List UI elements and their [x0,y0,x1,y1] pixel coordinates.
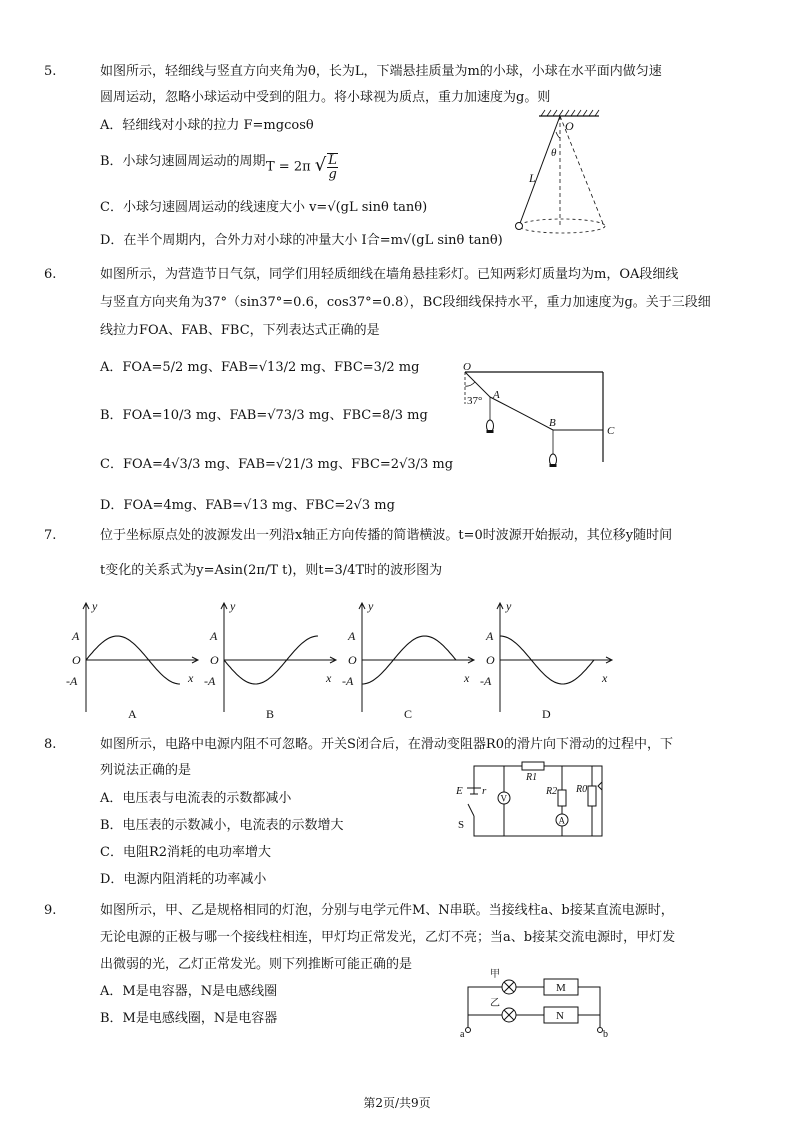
q6-option-c: C．FOA=4√3/3 mg、FAB=√21/3 mg、FBC=2√3/3 mg [100,457,454,472]
q7-y-label: y [506,599,512,613]
q7-y-label: y [368,599,374,613]
q6-lantern-figure [445,360,615,470]
q9-fig-label-b: b [603,1029,608,1040]
q7-waveform-graphs [60,600,620,725]
q7-option-label: A [128,707,137,721]
q9-stem-line1: 如图所示，甲、乙是规格相同的灯泡，分别与电学元件M、N串联。当接线柱a、b接某直流电源时， [100,903,674,918]
page-footer: 第2页/共9页 [363,1096,431,1110]
q8-fig-label-e: E [456,785,463,797]
q7-graph-c [342,599,474,721]
q8-stem-line1: 如图所示，电路中电源内阻不可忽略。开关S闭合后，在滑动变阻器R0的滑片向下滑动的过程中，下 [100,737,673,752]
q8-number: 8. [44,737,57,752]
q7-x-label: x [464,671,470,685]
q7-number: 7. [44,528,57,543]
q7-option-label: D [542,707,551,721]
q9-fig-label-m: M [556,982,566,994]
q9-stem-line2: 无论电源的正极与哪一个接线柱相连，甲灯均正常发光，乙灯不亮；当a、b接某交流电源时，甲灯发 [100,930,676,945]
q5-b-sqrt-symbol: √ [314,154,327,176]
q8-option-b: B．电压表的示数减小，电流表的示数增大 [100,818,344,833]
q7-neg-amplitude-label: -A [204,674,216,688]
q7-amplitude-label: A [210,629,218,643]
q6-number: 6. [44,267,57,282]
q8-fig-label-r2: R2 [546,786,558,797]
q7-stem-line1: 位于坐标原点处的波源发出一列沿x轴正方向传播的简谐横波。t=0时波源开始振动，其位移y随时间 [100,528,673,543]
q7-option-label: B [266,707,275,721]
q7-amplitude-label: A [348,629,356,643]
q7-origin-label: O [348,653,357,667]
q9-number: 9. [44,903,57,918]
q6-stem-line1: 如图所示，为营造节日气氛，同学们用轻质细线在墙角悬挂彩灯。已知两彩灯质量均为m，OA段细线 [100,267,679,282]
q9-option-a: A．M是电容器，N是电感线圈 [100,984,278,999]
q8-fig-voltmeter: V [500,793,507,804]
q7-x-label: x [326,671,332,685]
q5-conical-pendulum-figure [505,110,625,240]
q5-option-d: D．在半个周期内，合外力对小球的冲量大小 I合=m√(gL sinθ tanθ) [100,233,503,248]
q6-fig-label-b: B [549,417,556,429]
q7-neg-amplitude-label: -A [66,674,78,688]
q7-neg-amplitude-label: -A [342,674,354,688]
q9-option-b: B．M是电感线圈，N是电容器 [100,1011,278,1026]
q6-fig-label-a: A [493,389,500,401]
q8-option-a: A．电压表与电流表的示数都减小 [100,791,292,806]
q7-x-label: x [188,671,194,685]
q6-fig-label-c: C [607,425,615,437]
q5-number: 5. [44,64,57,79]
q9-circuit-figure [460,965,610,1045]
q7-option-label: C [404,707,413,721]
q9-fig-label-yi: 乙 [490,998,500,1009]
q5-option-c: C．小球匀速圆周运动的线速度大小 v=√(gL sinθ tanθ) [100,200,428,215]
q6-stem-line2: 与竖直方向夹角为37°（sin37°=0.6，cos37°=0.8），BC段细线保持水平，重力加速度为g。关于三段细 [100,295,711,310]
q5-b-formula-prefix: T = 2π [266,159,311,175]
q5-stem-line1: 如图所示，轻细线与竖直方向夹角为θ，长为L，下端悬挂质量为m的小球，小球在水平面内做匀速 [100,64,662,79]
q9-fig-label-a: a [460,1029,465,1040]
q7-amplitude-label: A [72,629,80,643]
q7-graph-a [66,599,198,721]
q8-option-c: C．电阻R2消耗的电功率增大 [100,845,272,860]
q5-fig-label-o: O [565,119,574,133]
q8-fig-label-r: r [482,785,487,797]
q6-fig-label-o: O [463,361,471,373]
q5-option-b-text: B．小球匀速圆周运动的周期 [100,154,266,169]
q8-fig-label-r1: R1 [526,772,538,783]
q8-circuit-figure [452,760,612,842]
q7-y-label: y [230,599,236,613]
q8-fig-label-s: S [458,819,465,831]
q8-option-d: D．电源内阻消耗的功率减小 [100,872,267,887]
q6-option-a: A．FOA=5/2 mg、FAB=√13/2 mg、FBC=3/2 mg [100,360,420,375]
q5-option-b-formula [266,153,339,181]
q7-graph-b [204,599,336,721]
q9-fig-label-jia: 甲 [490,969,500,980]
q7-origin-label: O [72,653,81,667]
q7-neg-amplitude-label: -A [480,674,492,688]
q9-fig-label-n: N [556,1010,564,1022]
q5-option-a: A．轻细线对小球的拉力 F=mgcosθ [100,118,314,133]
q8-stem-line2: 列说法正确的是 [100,763,192,778]
q7-origin-label: O [210,653,219,667]
q7-amplitude-label: A [486,629,494,643]
q5-fig-label-theta: θ [551,147,557,159]
q5-b-fraction: $\frac{L}{g}$ [328,153,337,182]
q5-fig-label-l: L [529,171,536,185]
q6-fig-angle-label: 37° [467,395,483,407]
q7-origin-label: O [486,653,495,667]
q5-stem-line2: 圆周运动，忽略小球运动中受到的阻力。将小球视为质点，重力加速度为g。则 [100,90,551,105]
q9-stem-line3: 出微弱的光，乙灯正常发光。则下列推断可能正确的是 [100,957,413,972]
q8-fig-ammeter: A [558,815,565,826]
q6-option-b: B．FOA=10/3 mg、FAB=√73/3 mg、FBC=8/3 mg [100,408,428,423]
q6-stem-line3: 线拉力FOA、FAB、FBC，下列表达式正确的是 [100,323,380,338]
q7-y-label: y [92,599,98,613]
q6-option-d: D．FOA=4mg、FAB=√13 mg、FBC=2√3 mg [100,498,395,513]
q7-stem-line2: t变化的关系式为y=Asin(2π/T t)，则t=3/4T时的波形图为 [100,563,443,578]
q8-fig-label-r0: R0 [576,784,588,795]
q7-x-label: x [602,671,608,685]
q7-graph-d [480,599,612,721]
